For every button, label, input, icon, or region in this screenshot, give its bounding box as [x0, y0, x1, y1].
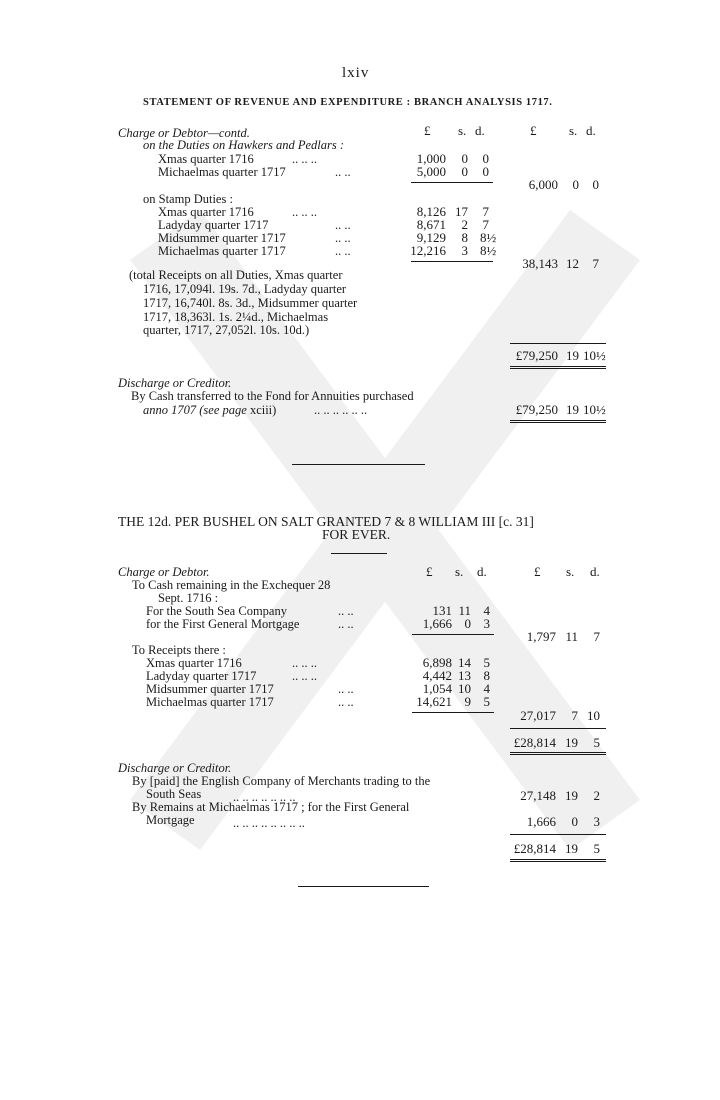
double-rule — [510, 754, 606, 755]
charge-heading: Charge or Debtor. — [118, 565, 210, 579]
leader-dots: .. .. — [335, 244, 351, 258]
row-label: Midsummer quarter 1717 — [158, 231, 286, 245]
leader-dots: .. .. — [335, 165, 351, 179]
row-label: Midsummer quarter 1717 — [146, 682, 274, 696]
leader-dots: .. .. — [338, 604, 354, 618]
amount-shillings: 8 — [461, 230, 468, 245]
discharge-line: By [paid] the English Company of Merchants trading to the — [132, 774, 431, 788]
total-rule — [510, 728, 606, 729]
page-number: lxiv — [342, 65, 370, 81]
note-line: 1717, 16,740l. 8s. 3d., Midsummer quarter — [143, 296, 358, 310]
note-line: 1717, 18,363l. 1s. 2¼d., Michaelmas — [143, 310, 329, 324]
amount-shillings: 17 — [455, 204, 468, 219]
discharge-pence: 10½ — [583, 402, 606, 417]
amount-pounds: 9,129 — [416, 230, 446, 245]
leader-dots: .. .. .. .. .. .. — [314, 403, 368, 417]
grand-total-pounds: £79,250 — [515, 348, 558, 363]
row-label: for the First General Mortgage — [146, 617, 300, 631]
note-line: quarter, 1717, 27,052l. 10s. 10d.) — [143, 323, 310, 337]
leader-dots: .. .. .. — [292, 205, 317, 219]
total-pounds: 27,017 — [520, 708, 556, 723]
title-rule — [331, 553, 387, 554]
cash-line: Sept. 1716 : — [158, 591, 219, 605]
double-rule — [510, 861, 606, 862]
leader-dots: .. .. — [335, 218, 351, 232]
note-line: 1716, 17,094l. 19s. 7d., Ladyday quarter — [143, 282, 347, 296]
discharge-shillings: 19 — [565, 788, 578, 803]
amount-shillings: 13 — [458, 668, 471, 683]
total-pounds: 38,143 — [522, 256, 558, 271]
section-divider — [298, 886, 429, 887]
amount-shillings: 3 — [461, 243, 468, 258]
discharge-anno: anno 1707 ( — [143, 403, 204, 417]
amount-pounds: 8,126 — [416, 204, 446, 219]
row-label: Xmas quarter 1716 — [146, 656, 242, 670]
amount-pence: 4 — [483, 603, 490, 618]
total-rule — [510, 834, 606, 835]
amount-pence: 0 — [482, 164, 489, 179]
amount-shillings: 10 — [458, 681, 471, 696]
col-pence: d. — [477, 564, 487, 579]
leader-dots: .. .. — [338, 682, 354, 696]
leader-dots: .. .. .. — [292, 669, 317, 683]
amount-pence: 7 — [482, 217, 489, 232]
discharge-total-shillings: 19 — [565, 841, 578, 856]
discharge-total-pounds: £28,814 — [513, 841, 556, 856]
row-label: For the South Sea Company — [146, 604, 287, 618]
discharge-heading: Discharge or Creditor. — [118, 376, 232, 390]
subtotal-rule — [412, 634, 494, 635]
discharge-total-pence: 5 — [593, 841, 600, 856]
amount-pence: 8½ — [480, 230, 497, 245]
amount-shillings: 9 — [464, 694, 471, 709]
col-pounds-total: £ — [534, 564, 541, 579]
col-shillings: s. — [455, 564, 464, 579]
total-pence: 7 — [593, 629, 600, 644]
leader-dots: .. .. .. .. .. .. .. — [233, 790, 296, 804]
charge-heading: Charge or Debtor—contd. — [118, 126, 250, 140]
row-label: Michaelmas quarter 1717 — [158, 244, 286, 258]
discharge-shillings: 19 — [566, 402, 579, 417]
amount-pounds: 12,216 — [410, 243, 446, 258]
row-label: Xmas quarter 1716 — [158, 205, 254, 219]
total-shillings: 12 — [566, 256, 579, 271]
amount-pounds: 131 — [432, 603, 452, 618]
total-pence: 7 — [592, 256, 599, 271]
grand-total-pence: 10½ — [583, 348, 606, 363]
cash-line: To Cash remaining in the Exchequer 28 — [132, 578, 331, 592]
amount-shillings: 14 — [458, 655, 471, 670]
amount-pence: 7 — [482, 204, 489, 219]
discharge-line: South Seas — [146, 787, 202, 801]
amount-shillings: 0 — [464, 616, 471, 631]
double-rule — [510, 859, 606, 860]
amount-pence: 4 — [483, 681, 490, 696]
row-label: Ladyday quarter 1717 — [146, 669, 257, 683]
amount-shillings: 2 — [461, 217, 468, 232]
note-line: (total Receipts on all Duties, Xmas quarter — [129, 268, 343, 282]
amount-pence: 0 — [482, 151, 489, 166]
amount-shillings: 0 — [461, 164, 468, 179]
total-shillings: 11 — [565, 629, 578, 644]
amount-pounds: 8,671 — [416, 217, 446, 232]
page-ref: xciii) — [246, 403, 277, 417]
total-shillings: 0 — [572, 177, 579, 192]
double-rule — [510, 366, 606, 367]
discharge-pounds: 1,666 — [526, 814, 556, 829]
leader-dots: .. .. — [338, 617, 354, 631]
section-title: FOR EVER. — [322, 527, 391, 542]
section-title: THE 12d. PER BUSHEL ON SALT GRANTED 7 & 8 WILLIAM III [c. 31] — [118, 514, 534, 529]
hawkers-label: on the Duties on Hawkers and Pedlars : — [143, 138, 345, 152]
discharge-line: Mortgage — [146, 813, 195, 827]
amount-pounds: 1,054 — [422, 681, 452, 696]
receipts-label: To Receipts there : — [132, 643, 226, 657]
discharge-pounds: £79,250 — [515, 402, 558, 417]
amount-pounds: 1,000 — [416, 151, 446, 166]
discharge-heading: Discharge or Creditor. — [118, 761, 232, 775]
discharge-line — [143, 404, 276, 417]
total-rule — [510, 343, 606, 344]
leader-dots: .. .. — [335, 231, 351, 245]
subtotal-rule — [411, 182, 493, 183]
double-rule — [510, 420, 606, 421]
row-label: Michaelmas quarter 1717 — [146, 695, 274, 709]
amount-pounds: 1,666 — [422, 616, 452, 631]
stamp-label: on Stamp Duties : — [143, 192, 233, 206]
discharge-pence: 3 — [593, 814, 600, 829]
amount-pence: 3 — [483, 616, 490, 631]
amount-shillings: 0 — [461, 151, 468, 166]
amount-pounds: 14,621 — [416, 694, 452, 709]
row-label: Michaelmas quarter 1717 — [158, 165, 286, 179]
col-pounds-total: £ — [530, 123, 537, 138]
double-rule — [510, 752, 606, 753]
col-pounds: £ — [424, 123, 431, 138]
leader-dots: .. .. — [338, 695, 354, 709]
discharge-pence: 2 — [593, 788, 600, 803]
leader-dots: .. .. .. — [292, 152, 317, 166]
row-label: Ladyday quarter 1717 — [158, 218, 269, 232]
col-pence-total: d. — [590, 564, 600, 579]
double-rule — [510, 422, 606, 423]
amount-pence: 8 — [483, 668, 490, 683]
see-page: see page — [203, 403, 247, 417]
col-pence-total: d. — [586, 123, 596, 138]
charge-total-pence: 5 — [593, 735, 600, 750]
total-pounds: 6,000 — [528, 177, 558, 192]
amount-shillings: 11 — [458, 603, 471, 618]
discharge-pounds: 27,148 — [520, 788, 556, 803]
col-shillings-total: s. — [569, 123, 578, 138]
leader-dots: .. .. .. .. .. .. .. .. — [233, 816, 305, 830]
amount-pence: 5 — [483, 694, 490, 709]
amount-pence: 5 — [483, 655, 490, 670]
total-shillings: 7 — [571, 708, 578, 723]
double-rule — [510, 368, 606, 369]
leader-dots: .. .. .. — [292, 656, 317, 670]
amount-pounds: 4,442 — [422, 668, 452, 683]
page-header: STATEMENT OF REVENUE AND EXPENDITURE : BRANCH ANALYSIS 1717. — [143, 97, 553, 108]
total-pence: 10 — [587, 708, 600, 723]
total-pounds: 1,797 — [526, 629, 556, 644]
col-shillings: s. — [458, 123, 467, 138]
amount-pounds: 6,898 — [422, 655, 452, 670]
total-pence: 0 — [592, 177, 599, 192]
col-shillings-total: s. — [566, 564, 575, 579]
amount-pounds: 5,000 — [416, 164, 446, 179]
row-label: Xmas quarter 1716 — [158, 152, 254, 166]
charge-total-pounds: £28,814 — [513, 735, 556, 750]
subtotal-rule — [412, 712, 494, 713]
charge-total-shillings: 19 — [565, 735, 578, 750]
amount-pence: 8½ — [480, 243, 497, 258]
discharge-shillings: 0 — [571, 814, 578, 829]
discharge-line: By Cash transferred to the Fond for Annuities purchased — [131, 389, 414, 403]
subtotal-rule — [411, 261, 493, 262]
discharge-line: By Remains at Michaelmas 1717 ; for the First General — [132, 800, 410, 814]
section-divider — [292, 464, 425, 465]
col-pounds: £ — [426, 564, 433, 579]
grand-total-shillings: 19 — [566, 348, 579, 363]
col-pence: d. — [475, 123, 485, 138]
